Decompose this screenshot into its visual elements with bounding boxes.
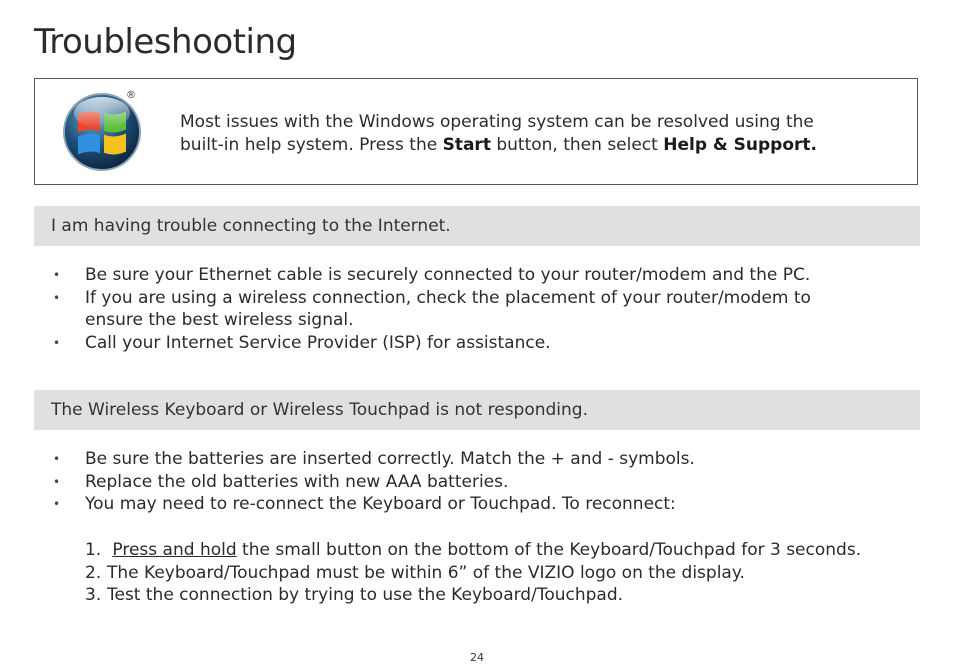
windows-logo-icon <box>61 91 143 173</box>
internet-bullet-list <box>51 264 911 354</box>
step-item: 1. Press and hold the small button on the bottom of the Keyboard/Touchpad for 3 seconds. <box>85 540 862 560</box>
list-item: • Be sure the batteries are inserted correctly. Match the + and - symbols. <box>51 448 911 471</box>
section-heading-internet: I am having trouble connecting to the Internet. <box>34 206 920 246</box>
tip-line-1: Most issues with the Windows operating system can be resolved using the <box>180 112 814 132</box>
step-item: 3. Test the connection by trying to use the Keyboard/Touchpad. <box>85 585 624 605</box>
tip-line-2-middle: button, then select <box>490 135 664 155</box>
step-item: 2. The Keyboard/Touchpad must be within 6” of the VIZIO logo on the display. <box>85 562 745 583</box>
help-support-label: Help & Support. <box>663 135 817 155</box>
page-number: 24 <box>470 651 484 664</box>
start-label: Start <box>442 135 491 155</box>
section-heading-keyboard: The Wireless Keyboard or Wireless Touchpad is not responding. <box>34 390 920 430</box>
list-item: • If you are using a wireless connection, check the placement of your router/modem to ensure the best wireless signal. <box>51 287 911 332</box>
reconnect-steps-list <box>85 539 945 607</box>
press-and-hold-text: Press and hold <box>112 540 237 560</box>
list-item: • You may need to re-connect the Keyboard or Touchpad. To reconnect: <box>51 493 911 516</box>
keyboard-bullet-list <box>51 448 911 516</box>
windows-tip-box <box>34 78 918 185</box>
list-item: • Be sure your Ethernet cable is securely connected to your router/modem and the PC. <box>51 264 911 287</box>
tip-line-2-prefix: built-in help system. Press the <box>180 135 443 155</box>
list-item: • Call your Internet Service Provider (ISP) for assistance. <box>51 332 911 355</box>
registered-mark: ® <box>126 90 136 101</box>
page-title: Troubleshooting <box>34 22 297 62</box>
list-item: • Replace the old batteries with new AAA batteries. <box>51 471 911 494</box>
windows-tip-text <box>180 111 900 157</box>
